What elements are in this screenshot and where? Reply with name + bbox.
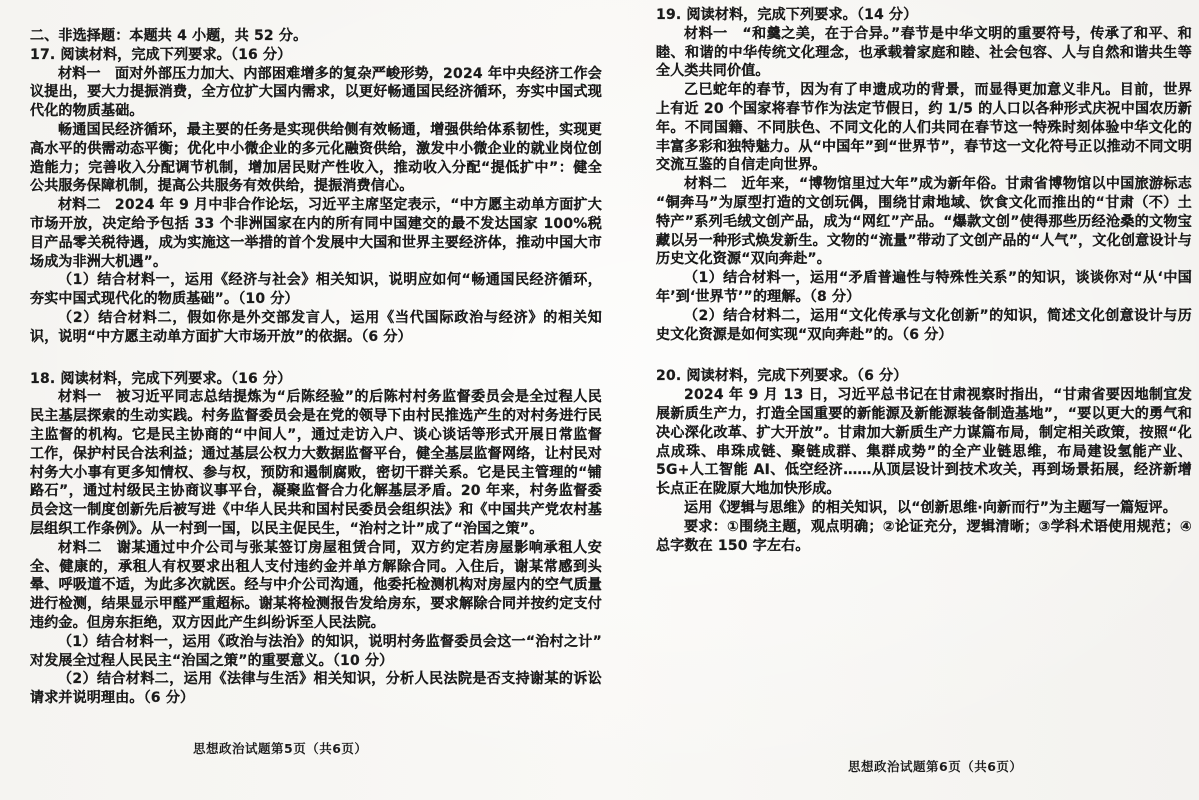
question-20-heading: 20. 阅读材料，完成下列要求。（6 分） [656, 368, 908, 385]
question-19-subquestion-2: （2）结合材料二，运用“文化传承与文化创新”的知识，简述文化创意设计与历史文化资源是如何实现“双向奔赴”的。（6 分） [656, 307, 1192, 343]
question-17-subquestion-2: （2）结合材料二，假如你是外交部发言人，运用《当代国际政治与经济》的相关知识，说明“中方愿主动单方面扩大市场开放”的依据。（6 分） [30, 309, 602, 345]
question-18-subquestion-1: （1）结合材料一，运用《政治与法治》的知识，说明村务监督委员会这一“治村之计”对发展全过程人民民主“治国之策”的重要意义。（10 分） [30, 633, 602, 669]
question-18-subquestion-2: （2）结合材料二，运用《法律与生活》相关知识，分析人民法院是否支持谢某的诉讼请求并说明理由。（6 分） [30, 671, 602, 707]
question-17 [30, 46, 602, 347]
page-5-footer: 思想政治试题第5页（共6页） [193, 741, 368, 756]
question-17-material-1-continued: 畅通国民经济循环，最主要的任务是实现供给侧有效畅通，增强供给体系韧性，实现更高水平的供需动态平衡；优化中小微企业的多元化融资供给，激发中小微企业的就业岗位创造能力；完善收入分配调节机制，增加居民财产性收入，推动收入分配“提低扩中”：健全公共服务保障机制，提高公共服务有效供给，提振消费信心。 [30, 121, 602, 195]
page-6 [656, 6, 1192, 555]
question-18-material-2: 材料二 谢某通过中介公司与张某签订房屋租赁合同，双方约定若房屋影响承租人安全、健康的，承租人有权要求出租人支付违约金并单方解除合同。入住后，谢某常感到头晕、呼吸道不适，为此多次就医。经与中介公司沟通，他委托检测机构对房屋内的空气质量进行检测，结果显示甲醛严重超标。谢某将检测报告发给房东，要求解除合同并按约定支付违约金。但房东拒绝，双方因此产生纠纷诉至人民法院。 [30, 539, 602, 631]
question-18-heading: 18. 阅读材料，完成下列要求。（16 分） [30, 370, 292, 387]
question-17-heading: 17. 阅读材料，完成下列要求。（16 分） [30, 46, 292, 63]
question-19-material-2: 材料二 近年来，“博物馆里过大年”成为新年俗。甘肃省博物馆以中国旅游标志“铜奔马”为原型打造的文创玩偶，围绕甘肃地域、饮食文化而推出的“甘肃（不）土特产”系列毛绒文创产品，成为“网红”产品。“爆款文创”使得那些历经沧桑的文物宝藏以另一种形式焕发新生。文物的“流量”带动了文创产品的“人气”，文化创意设计与历史文化资源“双向奔赴”。 [656, 176, 1192, 268]
question-19-material-1: 材料一 “和羹之美，在于合异。”春节是中华文明的重要符号，传承了和平、和睦、和谐的中华传统文化理念，也承载着家庭和睦、社会包容、人与自然和谐共生等全人类共同价值。 [656, 25, 1192, 80]
question-18-material-1: 材料一 被习近平同志总结提炼为“后陈经验”的后陈村村务监督委员会是全过程人民民主基层探索的生动实践。村务监督委员会是在党的领导下由村民推选产生的对村务进行民主监督的机构。它是民主协商的“中间人”，通过走访入户、谈心谈话等形式开展日常监督工作，保护村民合法利益；通过基层公权力大数据监督平台，健全基层监督网络，让村民对村务大小事有更多知情权、参与权，预防和遏制腐败，密切干群关系。它是民主管理的“铺路石”，通过村级民主协商议事平台，凝聚监督合力化解基层矛盾。20 年来，村务监督委员会这一制度创新先后被写进《中华人民共和国村民委员会组织法》和《中国共产党农村基层组织工作条例》。从一村到一国，以民主促民生，“治村之计”成了“治国之策”。 [30, 389, 602, 537]
question-20 [656, 367, 1192, 555]
page-5 [30, 27, 602, 708]
question-20-material: 2024 年 9 月 13 日，习近平总书记在甘肃视察时指出，“甘肃省要因地制宜发展新质生产力，打造全国重要的新能源及新能源装备制造基地”，“要以更大的勇气和决心深化改革、扩大开放”。甘肃加大新质生产力谋篇布局，制定相关政策，按照“化点成珠、串珠成链、聚链成群、集群成势”的全产业链思维，布局建设氢能产业、5G+人工智能 AI、低空经济……从顶层设计到技术攻关，再到场景拓展，经济新增长点正在陇原大地加快形成。 [656, 387, 1192, 498]
question-20-requirements: 要求：①围绕主题，观点明确；②论证充分，逻辑清晰；③学科术语使用规范；④总字数在 150 字左右。 [656, 518, 1192, 554]
question-20-task: 运用《逻辑与思维》的相关知识，以“创新思维·向新而行”为主题写一篇短评。 [684, 499, 1177, 516]
question-19-heading: 19. 阅读材料，完成下列要求。（14 分） [656, 7, 918, 23]
section-header: 二、非选择题：本题共 4 小题，共 52 分。 [30, 28, 308, 44]
question-17-material-1: 材料一 面对外部压力加大、内部困难增多的复杂严峻形势，2024 年中央经济工作会议提出，要大力提振消费，全方位扩大国内需求，以更好畅通国民经济循环，夯实中国式现代化的物质基础。 [30, 65, 602, 120]
question-19-subquestion-1: （1）结合材料一，运用“矛盾普遍性与特殊性关系”的知识，谈谈你对“从‘中国年’到‘世界节’”的理解。（8 分） [656, 270, 1192, 305]
question-19-material-1-continued: 乙巳蛇年的春节，因为有了申遗成功的背景，而显得更加意义非凡。目前，世界上有近 20 个国家将春节作为法定节假日，约 1/5 的人口以各种形式庆祝中国农历新年。不同国籍、不同肤色、不同文化的人们共同在春节这一特殊时刻体验中华文化的丰富多彩和独特魅力。从“中国年”到“世界节”，春节这一文化符号正以推动不同文明交流互鉴的自信走向世界。 [656, 82, 1192, 174]
page-6-footer: 思想政治试题第6页（共6页） [848, 759, 1023, 774]
question-18 [30, 370, 602, 708]
question-19 [656, 6, 1192, 344]
question-17-material-2: 材料二 2024 年 9 月中非合作论坛，习近平主席坚定表示，“中方愿主动单方面扩大市场开放，决定给予包括 33 个非洲国家在内的所有同中国建交的最不发达国家 100%税目产品零关税待遇，成为实施这一举措的首个发展中大国和世界主要经济体，推动中国大市场成为非洲大机遇”。 [30, 197, 602, 270]
question-17-subquestion-1: （1）结合材料一，运用《经济与社会》相关知识，说明应如何“畅通国民经济循环，夯实中国式现代化的物质基础”。（10 分） [30, 272, 602, 308]
